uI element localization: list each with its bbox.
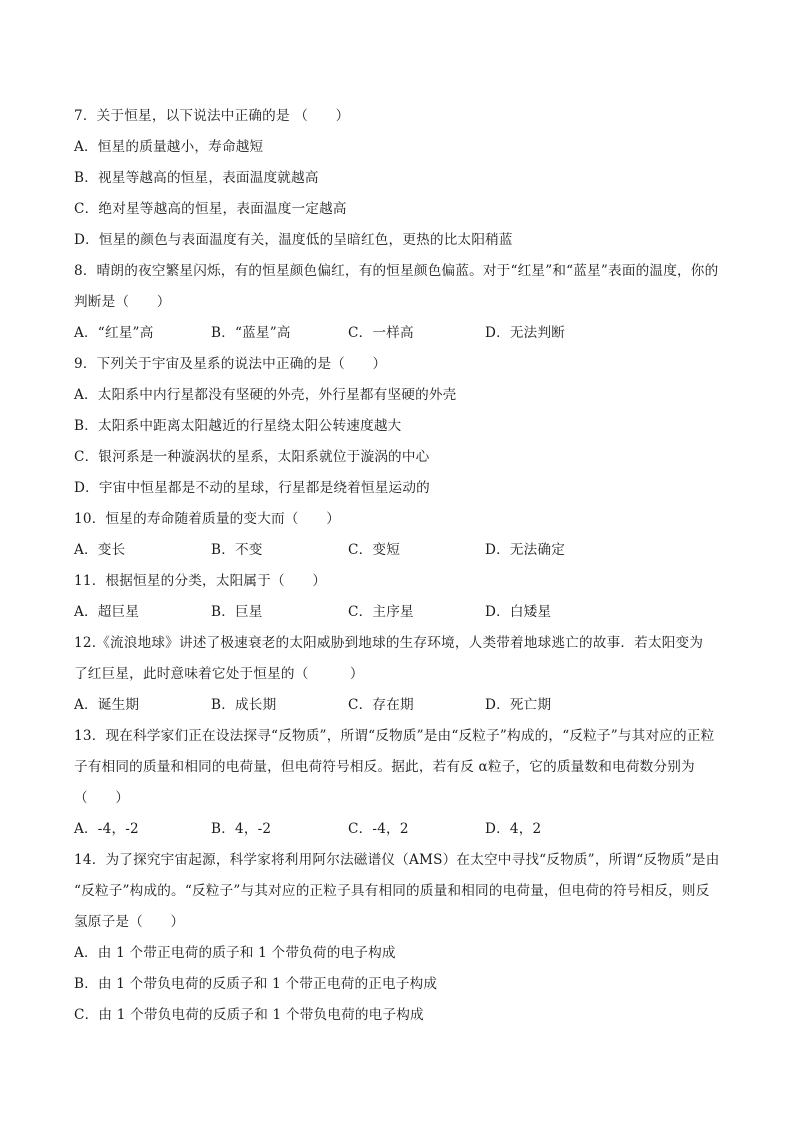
question-7-option-c: C．绝对星等越高的恒星，表面温度一定越高 xyxy=(74,201,347,217)
question-13-option-c: C．-4，2 xyxy=(348,821,409,837)
question-10-option-a: A．变长 xyxy=(74,542,126,558)
question-10-option-b: B．不变 xyxy=(211,542,263,558)
question-page xyxy=(74,101,724,1031)
question-12-option-c: C．存在期 xyxy=(348,697,414,713)
question-9-stem: 9．下列关于宇宙及星系的说法中正确的是（ ） xyxy=(74,356,387,372)
question-7-option-b: B．视星等越高的恒星，表面温度就越高 xyxy=(74,170,319,186)
question-8-stem-line-1: 8．晴朗的夜空繁星闪烁，有的恒星颜色偏红，有的恒星颜色偏蓝。对于“红星”和“蓝星”表面的温度，你的 xyxy=(74,263,719,279)
question-11-stem: 11．根据恒星的分类，太阳属于（ ） xyxy=(74,573,327,589)
question-13-stem-line-3: （ ） xyxy=(74,790,130,806)
question-8-option-a: A．“红星”高 xyxy=(74,325,154,341)
question-7-option-a: A．恒星的质量越小，寿命越短 xyxy=(74,139,264,155)
question-13-option-d: D．4，2 xyxy=(485,821,542,837)
question-8-option-d: D．无法判断 xyxy=(485,325,566,341)
question-7 xyxy=(74,101,724,256)
question-12-option-d: D．死亡期 xyxy=(485,697,552,713)
question-9-option-a: A．太阳系中内行星都没有坚硬的外壳，外行星都有坚硬的外壳 xyxy=(74,387,457,403)
question-11-option-b: B．巨星 xyxy=(211,604,263,620)
question-14-option-c: C．由 1 个带负电荷的反质子和 1 个带负电荷的电子构成 xyxy=(74,1007,424,1023)
question-7-stem: 7．关于恒星，以下说法中正确的是 （ ） xyxy=(74,108,350,124)
question-12-options xyxy=(74,690,724,721)
question-13 xyxy=(74,721,724,845)
question-14-stem-line-1: 14．为了探究宇宙起源，科学家将利用阿尔法磁谱仪（AMS）在太空中寻找“反物质”，所谓“反物质”是由 xyxy=(74,852,720,868)
question-14-stem-line-3: 氢原子是（ ） xyxy=(74,914,185,930)
question-10-option-c: C．变短 xyxy=(348,542,400,558)
question-9-option-d: D．宇宙中恒星都是不动的星球，行星都是绕着恒星运动的 xyxy=(74,480,430,496)
question-9-option-c: C．银河系是一种漩涡状的星系，太阳系就位于漩涡的中心 xyxy=(74,449,430,465)
question-8-option-b: B．“蓝星”高 xyxy=(211,325,291,341)
question-12 xyxy=(74,628,724,721)
question-11-options xyxy=(74,597,724,628)
question-9-option-b: B．太阳系中距离太阳越近的行星绕太阳公转速度越大 xyxy=(74,418,402,434)
question-12-stem-line-2: 了红巨星，此时意味着它处于恒星的（ ） xyxy=(74,666,364,682)
question-14-option-a: A．由 1 个带正电荷的质子和 1 个带负荷的电子构成 xyxy=(74,945,396,961)
question-10-option-d: D．无法确定 xyxy=(485,542,566,558)
question-8-option-c: C．一样高 xyxy=(348,325,414,341)
question-14 xyxy=(74,845,724,1031)
question-13-option-b: B．4，-2 xyxy=(211,821,272,837)
question-7-option-d: D．恒星的颜色与表面温度有关，温度低的呈暗红色，更热的比太阳稍蓝 xyxy=(74,232,513,248)
question-10 xyxy=(74,504,724,566)
question-14-stem-line-2: “反粒子”构成的。“反粒子”与其对应的正粒子具有相同的质量和相同的电荷量，但电荷的符号相反，则反 xyxy=(74,883,710,899)
question-10-options xyxy=(74,535,724,566)
question-12-stem-line-1: 12.《流浪地球》讲述了极速衰老的太阳威胁到地球的生存环境，人类带着地球逃亡的故事．若太阳变为 xyxy=(74,635,704,651)
question-14-option-b: B．由 1 个带负电荷的反质子和 1 个带正电荷的正电子构成 xyxy=(74,976,438,992)
question-10-stem: 10．恒星的寿命随着质量的变大而（ ） xyxy=(74,511,340,527)
question-12-option-a: A．诞生期 xyxy=(74,697,140,713)
question-8 xyxy=(74,256,724,349)
question-11-option-a: A．超巨星 xyxy=(74,604,140,620)
question-13-stem-line-1: 13．现在科学家们正在设法探寻“反物质”，所谓“反物质”是由“反粒子”构成的，“反粒子”与其对应的正粒 xyxy=(74,728,715,744)
question-9 xyxy=(74,349,724,504)
question-12-option-b: B．成长期 xyxy=(211,697,277,713)
question-13-stem-line-2: 子有相同的质量和相同的电荷量，但电荷符号相反。据此，若有反 α粒子，它的质量数和电荷数分别为 xyxy=(74,759,695,775)
question-13-option-a: A．-4，-2 xyxy=(74,821,139,837)
question-8-options xyxy=(74,318,724,349)
question-13-options xyxy=(74,814,724,845)
question-11-option-c: C．主序星 xyxy=(348,604,414,620)
question-11 xyxy=(74,566,724,628)
question-11-option-d: D．白矮星 xyxy=(485,604,552,620)
question-8-stem-line-2: 判断是（ ） xyxy=(74,294,171,310)
